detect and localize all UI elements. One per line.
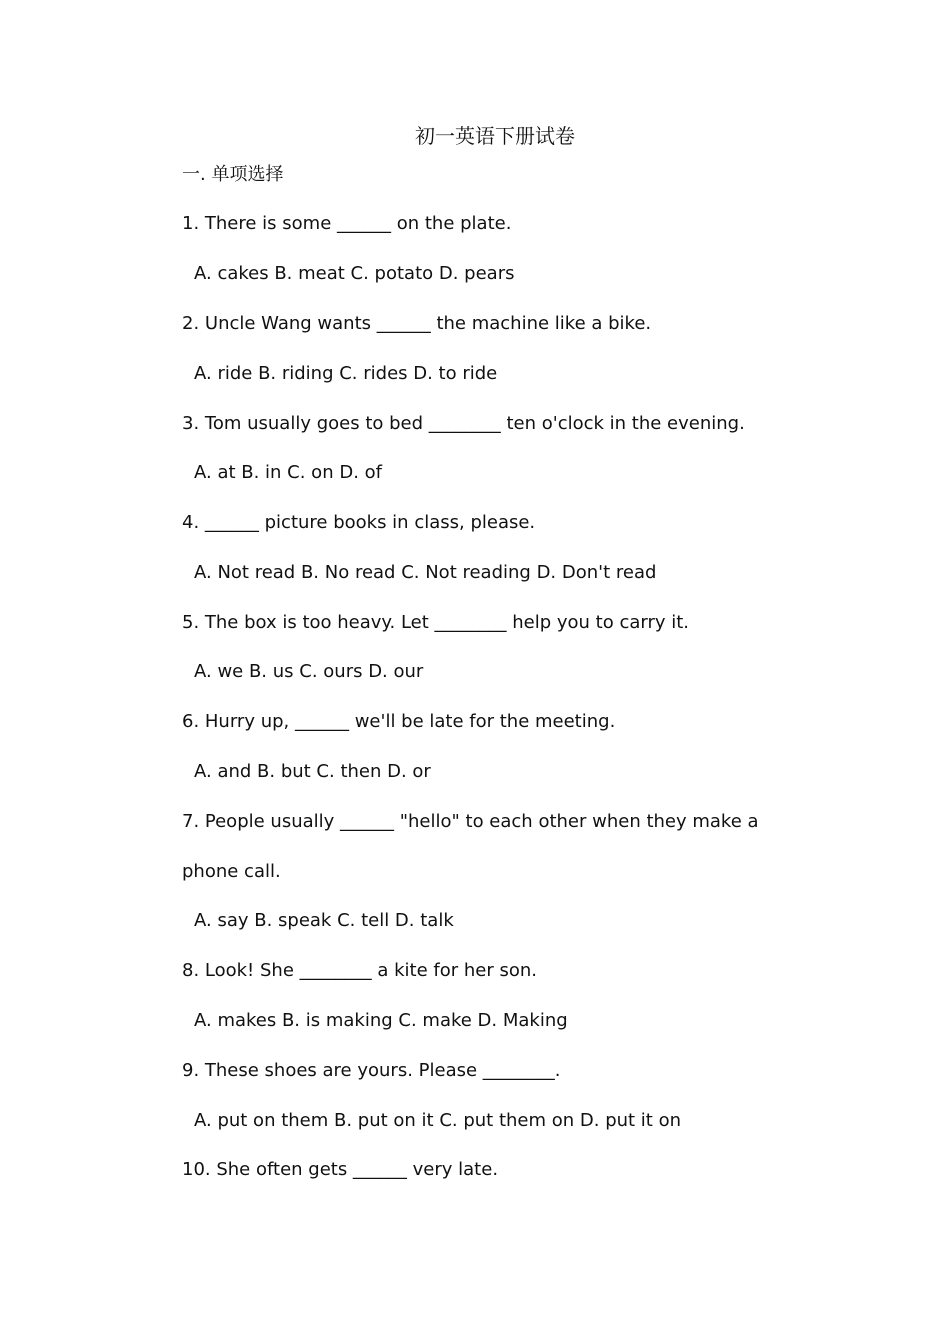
question-3-stem: 3. Tom usually goes to bed ________ ten o'clock in the evening. (182, 413, 745, 434)
question-5-stem: 5. The box is too heavy. Let ________ help you to carry it. (182, 612, 690, 633)
question-7-stem-continued: phone call. (182, 861, 281, 882)
question-5-options: A. we B. us C. ours D. our (194, 661, 424, 682)
question-10-stem: 10. She often gets ______ very late. (182, 1159, 499, 1180)
question-4-options: A. Not read B. No read C. Not reading D. Don't read (194, 562, 657, 583)
question-8-options: A. makes B. is making C. make D. Making (194, 1010, 568, 1031)
question-1-stem: 1. There is some ______ on the plate. (182, 213, 512, 234)
question-6-stem: 6. Hurry up, ______ we'll be late for the meeting. (182, 711, 616, 732)
section-heading: 一. 单项选择 (182, 164, 284, 185)
question-1-options: A. cakes B. meat C. potato D. pears (194, 263, 515, 284)
question-2-stem: 2. Uncle Wang wants ______ the machine like a bike. (182, 313, 652, 334)
question-9-options: A. put on them B. put on it C. put them on D. put it on (194, 1110, 682, 1131)
question-4-stem: 4. ______ picture books in class, please. (182, 512, 536, 533)
question-9-stem: 9. These shoes are yours. Please ________. (182, 1060, 561, 1081)
question-3-options: A. at B. in C. on D. of (194, 462, 382, 483)
question-7-stem: 7. People usually ______ "hello" to each other when they make a (182, 811, 759, 832)
question-6-options: A. and B. but C. then D. or (194, 761, 431, 782)
question-2-options: A. ride B. riding C. rides D. to ride (194, 363, 498, 384)
question-7-options: A. say B. speak C. tell D. talk (194, 910, 454, 931)
page-title: 初一英语下册试卷 (415, 124, 575, 148)
question-8-stem: 8. Look! She ________ a kite for her son. (182, 960, 537, 981)
